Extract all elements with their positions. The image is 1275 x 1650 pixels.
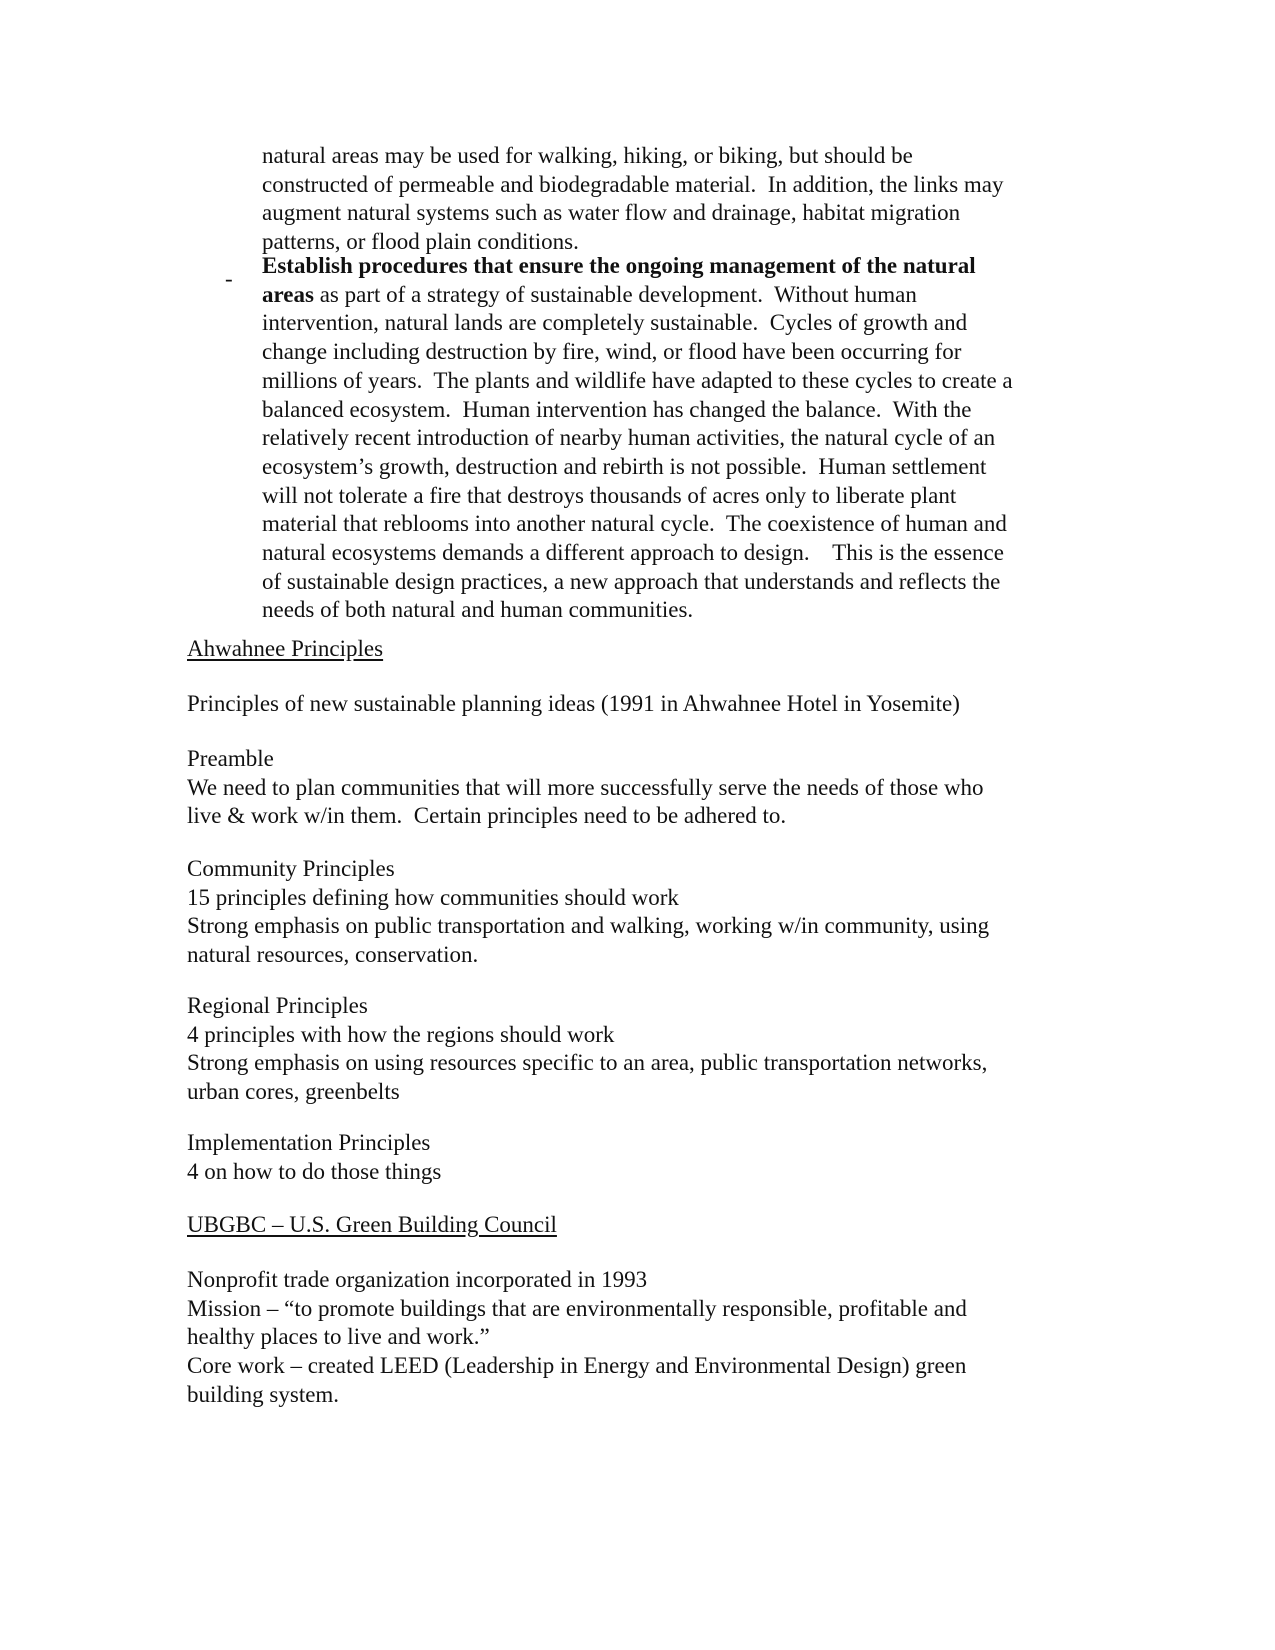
- text-line: natural resources, conservation.: [187, 942, 479, 968]
- text-line: balanced ecosystem. Human intervention has changed the balance. With the: [262, 396, 972, 422]
- text-line: live & work w/in them. Certain principles need to be adhered to.: [187, 803, 787, 829]
- text-fragment: as part of a strategy of sustainable development. Without human: [313, 281, 917, 307]
- text-line: natural ecosystems demands a different approach to design. This is the essence: [262, 540, 1004, 566]
- implementation-principles-section: [187, 1129, 1087, 1186]
- bullet-marker: -: [225, 266, 233, 291]
- preamble-section: [187, 745, 1087, 831]
- text-line: constructed of permeable and biodegradable material. In addition, the links may: [262, 171, 1004, 197]
- section-heading-usgbc: UBGBC – U.S. Green Building Council: [187, 1212, 557, 1237]
- text-line: will not tolerate a fire that destroys thousands of acres only to liberate plant: [262, 482, 957, 508]
- community-principles-section: [187, 855, 1087, 970]
- bullet-item: [262, 252, 1092, 625]
- text-line: Core work – created LEED (Leadership in Energy and Environmental Design) green: [187, 1353, 967, 1379]
- text-line: relatively recent introduction of nearby human activities, the natural cycle of an: [262, 425, 996, 451]
- text-line: healthy places to live and work.”: [187, 1324, 490, 1350]
- text-line: natural areas may be used for walking, hiking, or biking, but should be: [262, 143, 913, 168]
- regional-principles-section: [187, 992, 1087, 1107]
- bullet-bold-heading-end: areas: [262, 281, 314, 307]
- text-line: millions of years. The plants and wildlife have adapted to these cycles to create a: [262, 367, 1013, 393]
- text-line: of sustainable design practices, a new approach that understands and reflects the: [262, 568, 1001, 594]
- text-line: building system.: [187, 1381, 340, 1407]
- text-line: intervention, natural lands are completely sustainable. Cycles of growth and: [262, 310, 968, 336]
- bullet-first-line: [262, 252, 1092, 281]
- text-line: Strong emphasis on using resources specific to an area, public transportation networks,: [187, 1050, 988, 1076]
- text-line: 4 principles with how the regions should work: [187, 1021, 615, 1047]
- text-line: material that reblooms into another natural cycle. The coexistence of human and: [262, 511, 1007, 537]
- preamble-title: Preamble: [187, 746, 274, 771]
- section-heading-ahwahnee: Ahwahnee Principles: [187, 636, 384, 661]
- implementation-principles-title: Implementation Principles: [187, 1130, 431, 1155]
- text-line: ecosystem’s growth, destruction and rebirth is not possible. Human settlement: [262, 453, 987, 479]
- regional-principles-title: Regional Principles: [187, 993, 368, 1018]
- usgbc-section: [187, 1266, 1087, 1410]
- text-line: augment natural systems such as water flow and drainage, habitat migration: [262, 200, 961, 226]
- bullet-second-line: [262, 281, 1092, 310]
- text-line: needs of both natural and human communities.: [262, 597, 694, 623]
- bullet-bold-heading: Establish procedures that ensure the ongoing management of the natural: [262, 253, 976, 278]
- text-line: urban cores, greenbelts: [187, 1079, 400, 1105]
- text-line: We need to plan communities that will more successfully serve the needs of those who: [187, 774, 984, 800]
- continued-bullet-text: [262, 142, 1092, 257]
- text-line: Mission – “to promote buildings that are environmentally responsible, profitable and: [187, 1295, 967, 1321]
- community-principles-title: Community Principles: [187, 856, 395, 881]
- text-line: Strong emphasis on public transportation and walking, working w/in community, using: [187, 913, 990, 939]
- text-line: patterns, or flood plain conditions.: [262, 229, 579, 255]
- text-line: 15 principles defining how communities should work: [187, 884, 679, 910]
- text-line: change including destruction by fire, wind, or flood have been occurring for: [262, 339, 962, 365]
- ahwahnee-intro: Principles of new sustainable planning ideas (1991 in Ahwahnee Hotel in Yosemite): [187, 691, 960, 716]
- text-line: Nonprofit trade organization incorporated in 1993: [187, 1267, 648, 1292]
- text-line: 4 on how to do those things: [187, 1158, 442, 1184]
